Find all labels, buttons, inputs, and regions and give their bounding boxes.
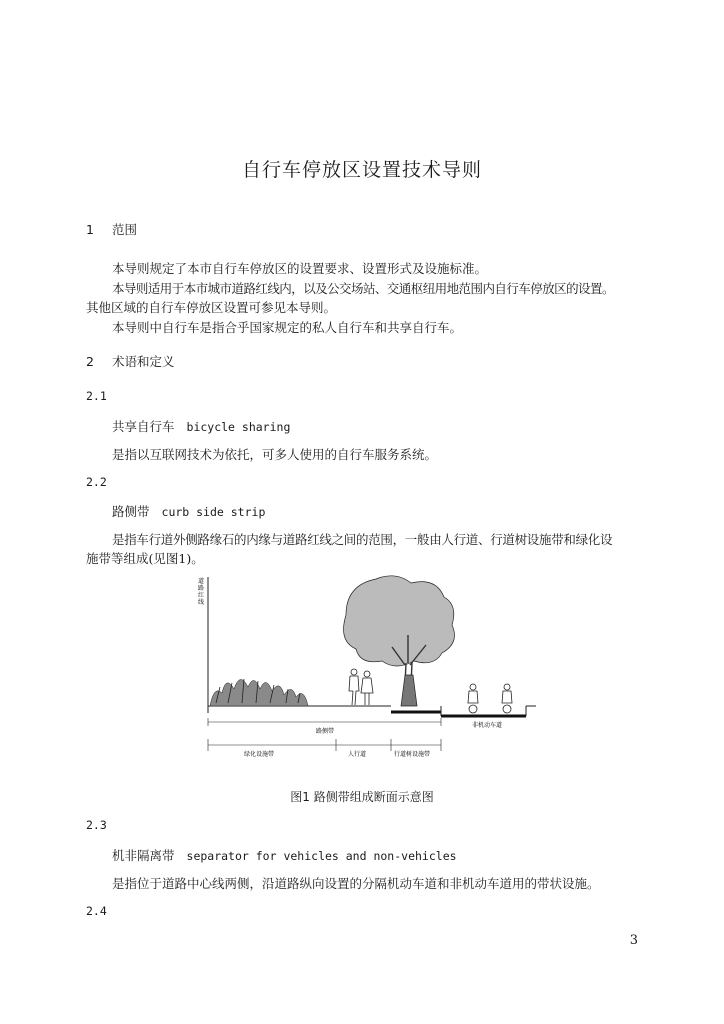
term-zh: 共享自行车: [112, 419, 175, 434]
page-number: 3: [629, 933, 638, 948]
cyclist-figures: [468, 684, 512, 713]
term-definition: 是指位于道路中心线两侧，沿道路纵向设置的分隔机动车道和非机动车道用的带状设施。: [112, 876, 600, 891]
section-title: 术语和定义: [111, 354, 175, 369]
cross-section-figure: [196, 575, 546, 780]
paragraph: 本导则适用于本市城市道路红线内，以及公交场站、交通枢纽用地范围内自行车停放区的设置。: [112, 281, 614, 296]
section-1-heading: [86, 220, 137, 238]
term-en: bicycle sharing: [186, 420, 291, 434]
section-number: 1: [86, 222, 94, 237]
term-en: separator for vehicles and non-vehicles: [186, 849, 457, 863]
term-en: curb side strip: [161, 505, 266, 519]
term-definition: 施带等组成(见图1)。: [86, 551, 204, 566]
term-entry: [112, 417, 290, 435]
paragraph: 本导则规定了本市自行车停放区的设置要求、设置形式及设施标准。: [112, 261, 488, 276]
term-definition: 是指车行道外侧路缘石的内缘与道路红线之间的范围，一般由人行道、行道树设施带和绿化设: [112, 532, 613, 547]
clause-number: 2.3: [86, 818, 107, 832]
paragraph: 本导则中自行车是指合乎国家规定的私人自行车和共享自行车。: [112, 320, 463, 335]
street-tree: [344, 576, 455, 706]
paragraph: 其他区域的自行车停放区设置可参见本导则。: [86, 300, 337, 315]
clause-number: 2.1: [86, 389, 107, 403]
green-strip-label: 绿化设施带: [244, 751, 275, 758]
pedestrian-figures: [349, 669, 373, 705]
section-number: 2: [86, 354, 94, 369]
page-title: 自行车停放区设置技术导则: [241, 159, 482, 181]
term-entry: [112, 502, 265, 520]
clause-number: 2.2: [86, 475, 107, 489]
shrub-planting: [210, 679, 308, 706]
section-title: 范围: [111, 222, 137, 237]
roadside-band-label: 路侧带: [316, 728, 335, 735]
clause-number: 2.4: [86, 904, 107, 918]
term-entry: [112, 846, 457, 864]
red-line-label: 道路红线: [198, 578, 205, 606]
bike-lane-label: 非机动车道: [472, 722, 503, 729]
term-zh: 机非隔离带: [112, 848, 175, 863]
term-zh: 路侧带: [112, 504, 150, 519]
section-2-heading: [86, 352, 174, 370]
sidewalk-label: 人行道: [348, 751, 367, 758]
figure-caption: 图1 路侧带组成断面示意图: [290, 790, 434, 804]
tree-strip-label: 行道树设施带: [394, 751, 431, 758]
term-definition: 是指以互联网技术为依托，可多人使用的自行车服务系统。: [112, 447, 438, 462]
